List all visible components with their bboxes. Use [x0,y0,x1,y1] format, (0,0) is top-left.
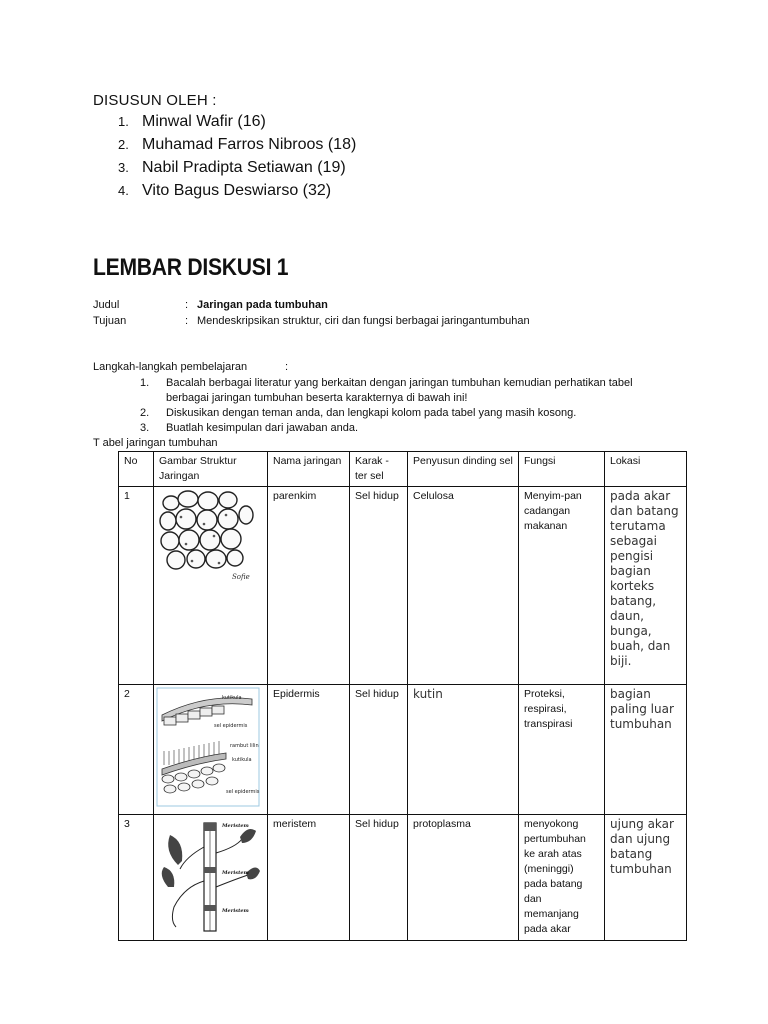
header-lokasi: Lokasi [605,452,687,487]
header-nama: Nama jaringan [268,452,350,487]
figure-label: kutikula [232,757,252,763]
cell-gambar [154,815,268,941]
figure-label: rambut lilin [230,743,259,749]
author-item [118,179,356,202]
parenchyma-figure [156,489,260,583]
epidermis-figure [156,687,260,807]
cell-karakter: Sel hidup [350,685,408,815]
step-number: 1. [140,377,150,389]
header-penyusun: Penyusun dinding sel [408,452,519,487]
cell-no: 3 [119,815,154,941]
meristem-figure [156,817,260,933]
header-gambar: Gambar Struktur Jaringan [154,452,268,487]
author-item [118,133,356,156]
author-number: 4. [118,183,129,198]
author-list [118,110,356,202]
author-name: Minwal Wafir (16) [142,113,266,130]
header-karakter: Karak - ter sel [350,452,408,487]
author-name: Muhamad Farros Nibroos (18) [142,136,357,153]
page-title: LEMBAR DISKUSI 1 [93,254,289,281]
cell-penyusun: Celulosa [408,487,519,685]
author-number: 3. [118,160,129,175]
header-no: No [119,452,154,487]
figure-label: Meristem [222,870,249,876]
step-item [140,406,660,421]
tujuan-label: Tujuan [93,315,127,327]
meta-judul [93,299,328,311]
table-header-row [119,452,687,487]
table-row [119,685,687,815]
author-item [118,110,356,133]
table-row [119,815,687,941]
compiled-by-heading: DISUSUN OLEH : [93,92,217,109]
meta-tujuan [93,315,530,327]
cell-no: 1 [119,487,154,685]
cell-gambar [154,685,268,815]
steps-list [140,376,660,436]
cell-karakter: Sel hidup [350,815,408,941]
cell-nama: meristem [268,815,350,941]
judul-label: Judul [93,299,120,311]
author-number: 1. [118,114,129,129]
cell-lokasi: pada akar dan batang terutama sebagai pengisi bagian korteks batang, daun, bunga, buah, dan biji. [605,487,687,685]
colon: : [185,315,189,327]
step-text: Bacalah berbagai literatur yang berkaitan dengan jaringan tumbuhan kemudian perhatikan tabel berbagai jaringan tumbuhan beserta karakternya di bawah ini! [166,377,633,404]
author-number: 2. [118,137,129,152]
figure-label: Meristem [222,908,249,914]
figure-label: Meristem [222,823,249,829]
cell-nama: parenkim [268,487,350,685]
judul-value: Jaringan pada tumbuhan [197,299,328,311]
table-caption: T abel jaringan tumbuhan [93,437,218,449]
cell-fungsi: Proteksi, respirasi, transpirasi [519,685,605,815]
cell-nama: Epidermis [268,685,350,815]
cell-lokasi: ujung akar dan ujung batang tumbuhan [605,815,687,941]
author-name: Vito Bagus Deswiarso (32) [142,182,332,199]
figure-label: sel epidermis [226,789,260,795]
cell-fungsi: Menyim-pan cadangan makanan [519,487,605,685]
table-row [119,487,687,685]
figure-label: kutikula [222,695,242,701]
step-number: 2. [140,407,150,419]
steps-colon: : [285,361,289,373]
steps-label: Langkah-langkah pembelajaran [93,361,248,373]
tujuan-value: Mendeskripsikan struktur, ciri dan fungsi berbagai jaringantumbuhan [197,315,530,327]
author-name: Nabil Pradipta Setiawan (19) [142,159,346,176]
step-text: Diskusikan dengan teman anda, dan lengkapi kolom pada tabel yang masih kosong. [166,407,577,419]
cell-penyusun: protoplasma [408,815,519,941]
figure-signature: Sofie [232,573,250,581]
step-number: 3. [140,422,150,434]
step-item [140,421,660,436]
cell-penyusun: kutin [408,685,519,815]
step-item [140,376,660,406]
colon: : [185,299,189,311]
cell-fungsi: menyokong pertumbuhan ke arah atas (meninggi) pada batang dan memanjang pada akar [519,815,605,941]
tissue-table [118,451,687,941]
step-text: Buatlah kesimpulan dari jawaban anda. [166,422,359,434]
cell-lokasi: bagian paling luar tumbuhan [605,685,687,815]
author-item [118,156,356,179]
cell-no: 2 [119,685,154,815]
figure-label: sel epidermis [214,723,248,729]
cell-gambar [154,487,268,685]
header-fungsi: Fungsi [519,452,605,487]
cell-karakter: Sel hidup [350,487,408,685]
